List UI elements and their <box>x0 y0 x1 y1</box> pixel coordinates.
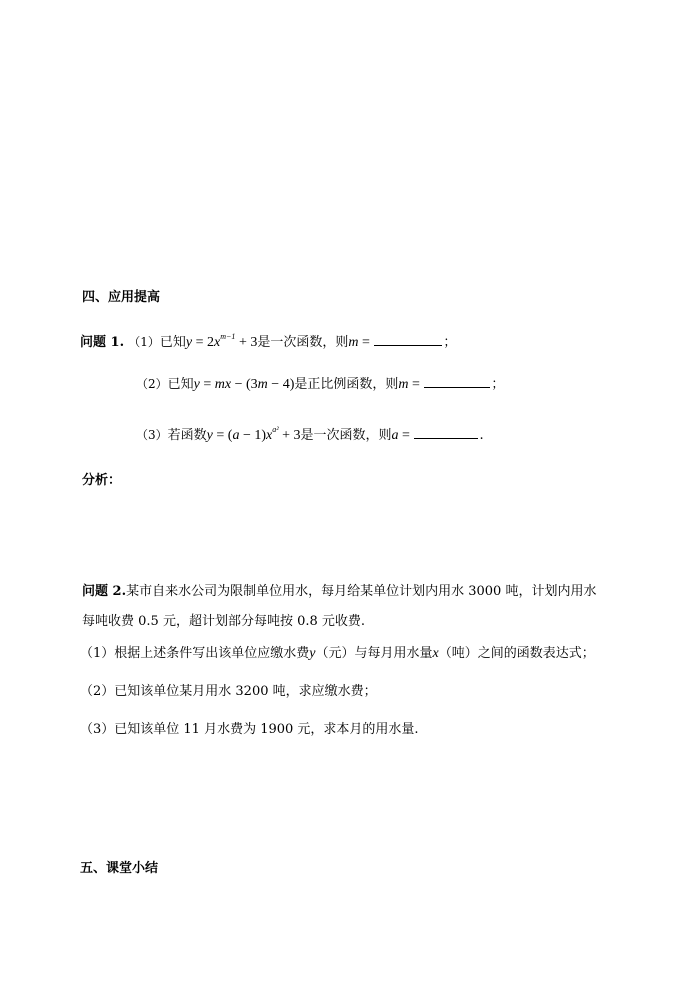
problem-2-line-2: 每吨收费 0.5 元，超计划部分每吨按 0.8 元收费. <box>82 614 366 629</box>
problem-2-line-1: 问题 2.某市自来水公司为限制单位用水，每月给某单位计划内用水 3000 吨，计划内用水 <box>82 584 597 599</box>
section-5-title: 五、课堂小结 <box>80 861 159 876</box>
problem-2-question-3: （3）已知该单位 11 月水费为 1900 元，求本月的用水量. <box>80 722 419 737</box>
problem-1-item-1: 问题 1. （1）已知$y = 2x^{m-1} + 3$是一次函数，则m = ； <box>80 332 457 350</box>
problem-1-item-2: （2）已知y = mx − (3m − 4)是正比例函数，则m = ； <box>136 377 505 392</box>
problem-1-item-3: （3）若函数$y = (a - 1)x^{a^2} + 3$是一次函数，则a = . <box>136 425 484 443</box>
answer-blank-1[interactable] <box>374 333 442 346</box>
section-4-title: 四、应用提高 <box>82 290 161 305</box>
answer-blank-3[interactable] <box>414 426 478 439</box>
answer-blank-2[interactable] <box>424 375 490 388</box>
problem-2-label: 问题 2. <box>82 584 127 599</box>
analysis-label: 分析： <box>82 473 122 488</box>
problem-2-question-1: （1）根据上述条件写出该单位应缴水费y（元）与每月用水量x（吨）之间的函数表达式； <box>80 646 595 661</box>
problem-2-question-2: （2）已知该单位某月用水 3200 吨，求应缴水费； <box>80 684 377 699</box>
problem-1-label: 问题 1. <box>80 335 125 350</box>
